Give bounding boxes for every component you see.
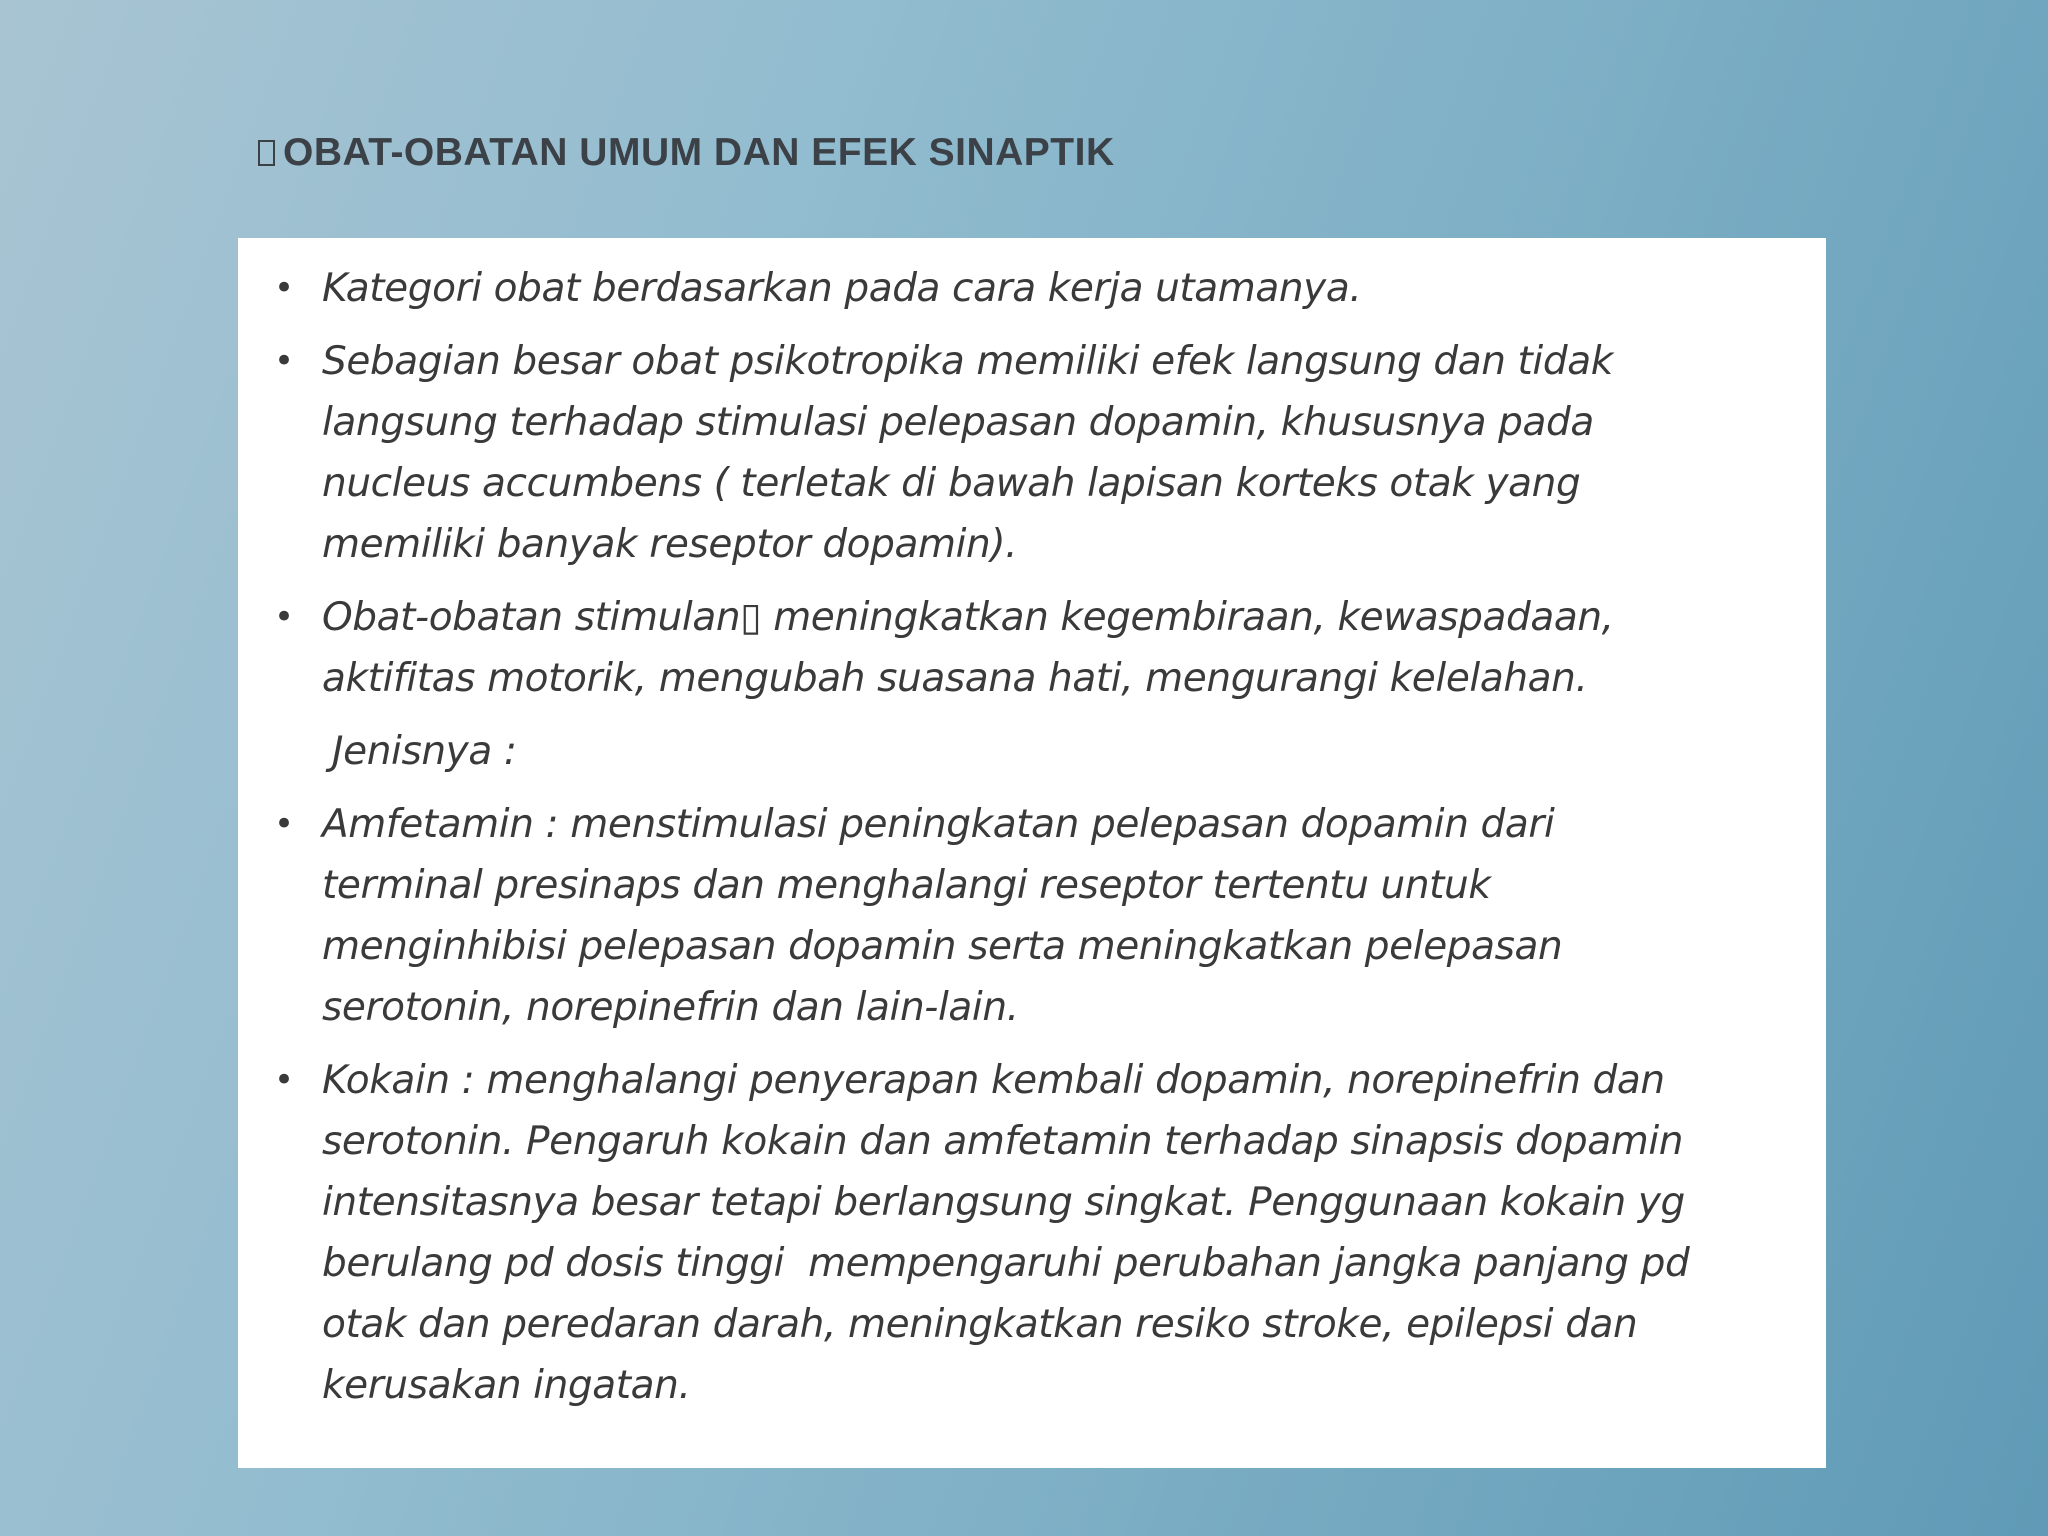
- list-item-line: terminal presinaps dan menghalangi reseptor tertentu untuk: [322, 863, 1491, 908]
- list-item-line: aktifitas motorik, mengubah suasana hati, mengurangi kelelahan.: [322, 656, 1588, 701]
- list-item-line: intensitasnya besar tetapi berlangsung singkat. Penggunaan kokain yg: [322, 1180, 1685, 1225]
- list-item: [258, 1050, 1802, 1416]
- list-item: [258, 258, 1802, 319]
- list-item-line: berulang pd dosis tinggi mempengaruhi perubahan jangka panjang pd: [322, 1241, 1690, 1286]
- list-item: [258, 587, 1802, 709]
- list-item-line: Jenisnya :: [332, 729, 517, 774]
- bullet-marker: •: [274, 1060, 294, 1100]
- list-item: [258, 794, 1802, 1038]
- missing-glyph-icon: [258, 140, 275, 166]
- slide-title: [258, 128, 1115, 178]
- bullet-marker: •: [274, 268, 294, 308]
- list-item-line: memiliki banyak reseptor dopamin).: [322, 522, 1018, 567]
- list-item-line: Obat-obatan stimulan▯ meningkatkan kegembiraan, kewaspadaan,: [322, 595, 1614, 640]
- list-item-line: nucleus accumbens ( terletak di bawah lapisan korteks otak yang: [322, 461, 1581, 506]
- content-box: [238, 238, 1826, 1468]
- slide-title-text: OBAT-OBATAN UMUM DAN EFEK SINAPTIK: [283, 131, 1115, 174]
- list-item-line: langsung terhadap stimulasi pelepasan dopamin, khususnya pada: [322, 400, 1594, 445]
- list-item-line: Sebagian besar obat psikotropika memiliki efek langsung dan tidak: [322, 339, 1613, 384]
- list-item-line: Kategori obat berdasarkan pada cara kerja utamanya.: [322, 266, 1362, 311]
- list-item-line: serotonin, norepinefrin dan lain-lain.: [322, 985, 1019, 1030]
- bullet-marker: •: [274, 597, 294, 637]
- list-item: [258, 331, 1802, 575]
- bullet-marker: •: [274, 341, 294, 381]
- list-item-line: otak dan peredaran darah, meningkatkan resiko stroke, epilepsi dan: [322, 1302, 1638, 1347]
- list-subheading: [258, 721, 1802, 782]
- list-item-line: kerusakan ingatan.: [322, 1363, 691, 1408]
- bullet-list: [258, 258, 1802, 1416]
- list-item-line: Kokain : menghalangi penyerapan kembali dopamin, norepinefrin dan: [322, 1058, 1665, 1103]
- list-item-line: Amfetamin : menstimulasi peningkatan pelepasan dopamin dari: [322, 802, 1555, 847]
- list-item-line: serotonin. Pengaruh kokain dan amfetamin terhadap sinapsis dopamin: [322, 1119, 1684, 1164]
- bullet-marker: •: [274, 804, 294, 844]
- list-item-line: menginhibisi pelepasan dopamin serta meningkatkan pelepasan: [322, 924, 1563, 969]
